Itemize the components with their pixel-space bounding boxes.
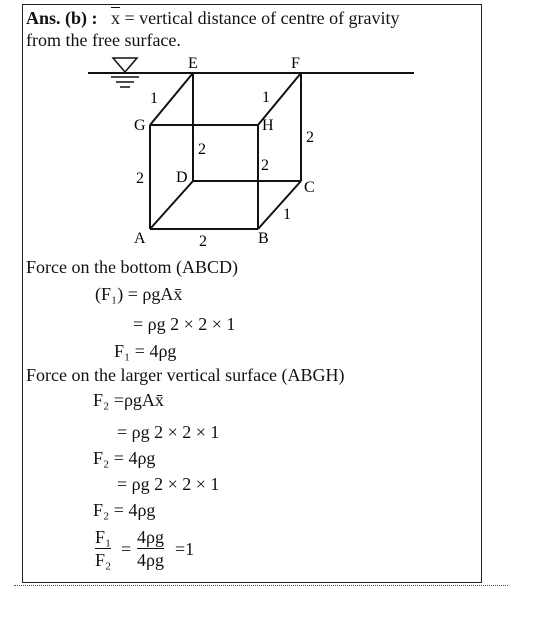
ratio-fraction-left: [95, 527, 111, 570]
dotted-separator: [14, 585, 508, 586]
ratio-equals-1: =: [121, 539, 132, 559]
dim-right-side: 2: [306, 129, 314, 146]
ratio-den-right: 4ρg: [137, 550, 164, 570]
f2-equation: F₂ =ρgAx̄: [93, 390, 164, 410]
free-surface-icon: [113, 58, 137, 72]
dim-mid-right: 2: [261, 157, 269, 174]
vertical-force-title: Force on the larger vertical surface (ABGH): [26, 365, 345, 385]
f1-substitution: = ρg 2 × 2 × 1: [133, 314, 236, 334]
xbar-definition-line2: from the free surface.: [26, 30, 181, 50]
label-e: E: [188, 55, 198, 72]
edge-ad: [150, 181, 193, 229]
f2-result-2: F₂ = 4ρg: [93, 500, 156, 520]
ratio-num-left: F₁: [95, 527, 112, 547]
label-a: A: [134, 230, 146, 247]
ratio-fraction-right: [137, 527, 164, 570]
answer-prefix: Ans. (b) :: [26, 8, 98, 28]
xbar-symbol: $\overline{x}$: [111, 8, 121, 28]
dim-bc: 1: [283, 206, 291, 223]
label-g: G: [134, 117, 146, 134]
bottom-force-title: Force on the bottom (ABCD): [26, 257, 238, 277]
dim-mid-left: 2: [198, 141, 206, 158]
dim-hf: 1: [262, 89, 270, 106]
label-c: C: [304, 179, 315, 196]
xbar-definition: = vertical distance of centre of gravity: [124, 8, 400, 28]
label-b: B: [258, 230, 269, 247]
f1-equation: (F₁) = ρgAx̄: [95, 284, 183, 304]
ratio-den-left: F₂: [95, 550, 112, 570]
dim-ag: 2: [136, 170, 144, 187]
ratio-result: =1: [175, 539, 195, 559]
edge-bc: [258, 181, 301, 229]
f1-result: F₁ = 4ρg: [114, 341, 177, 361]
dim-ge: 1: [150, 90, 158, 107]
answer-heading: [26, 8, 400, 28]
dim-bottom: 2: [199, 233, 207, 250]
label-h: H: [262, 117, 274, 134]
f2-substitution-2: = ρg 2 × 2 × 1: [117, 474, 220, 494]
f2-result-1: F₂ = 4ρg: [93, 448, 156, 468]
label-d: D: [176, 169, 188, 186]
label-f: F: [291, 55, 300, 72]
f2-substitution-1: = ρg 2 × 2 × 1: [117, 422, 220, 442]
ratio-num-right: 4ρg: [137, 527, 164, 547]
